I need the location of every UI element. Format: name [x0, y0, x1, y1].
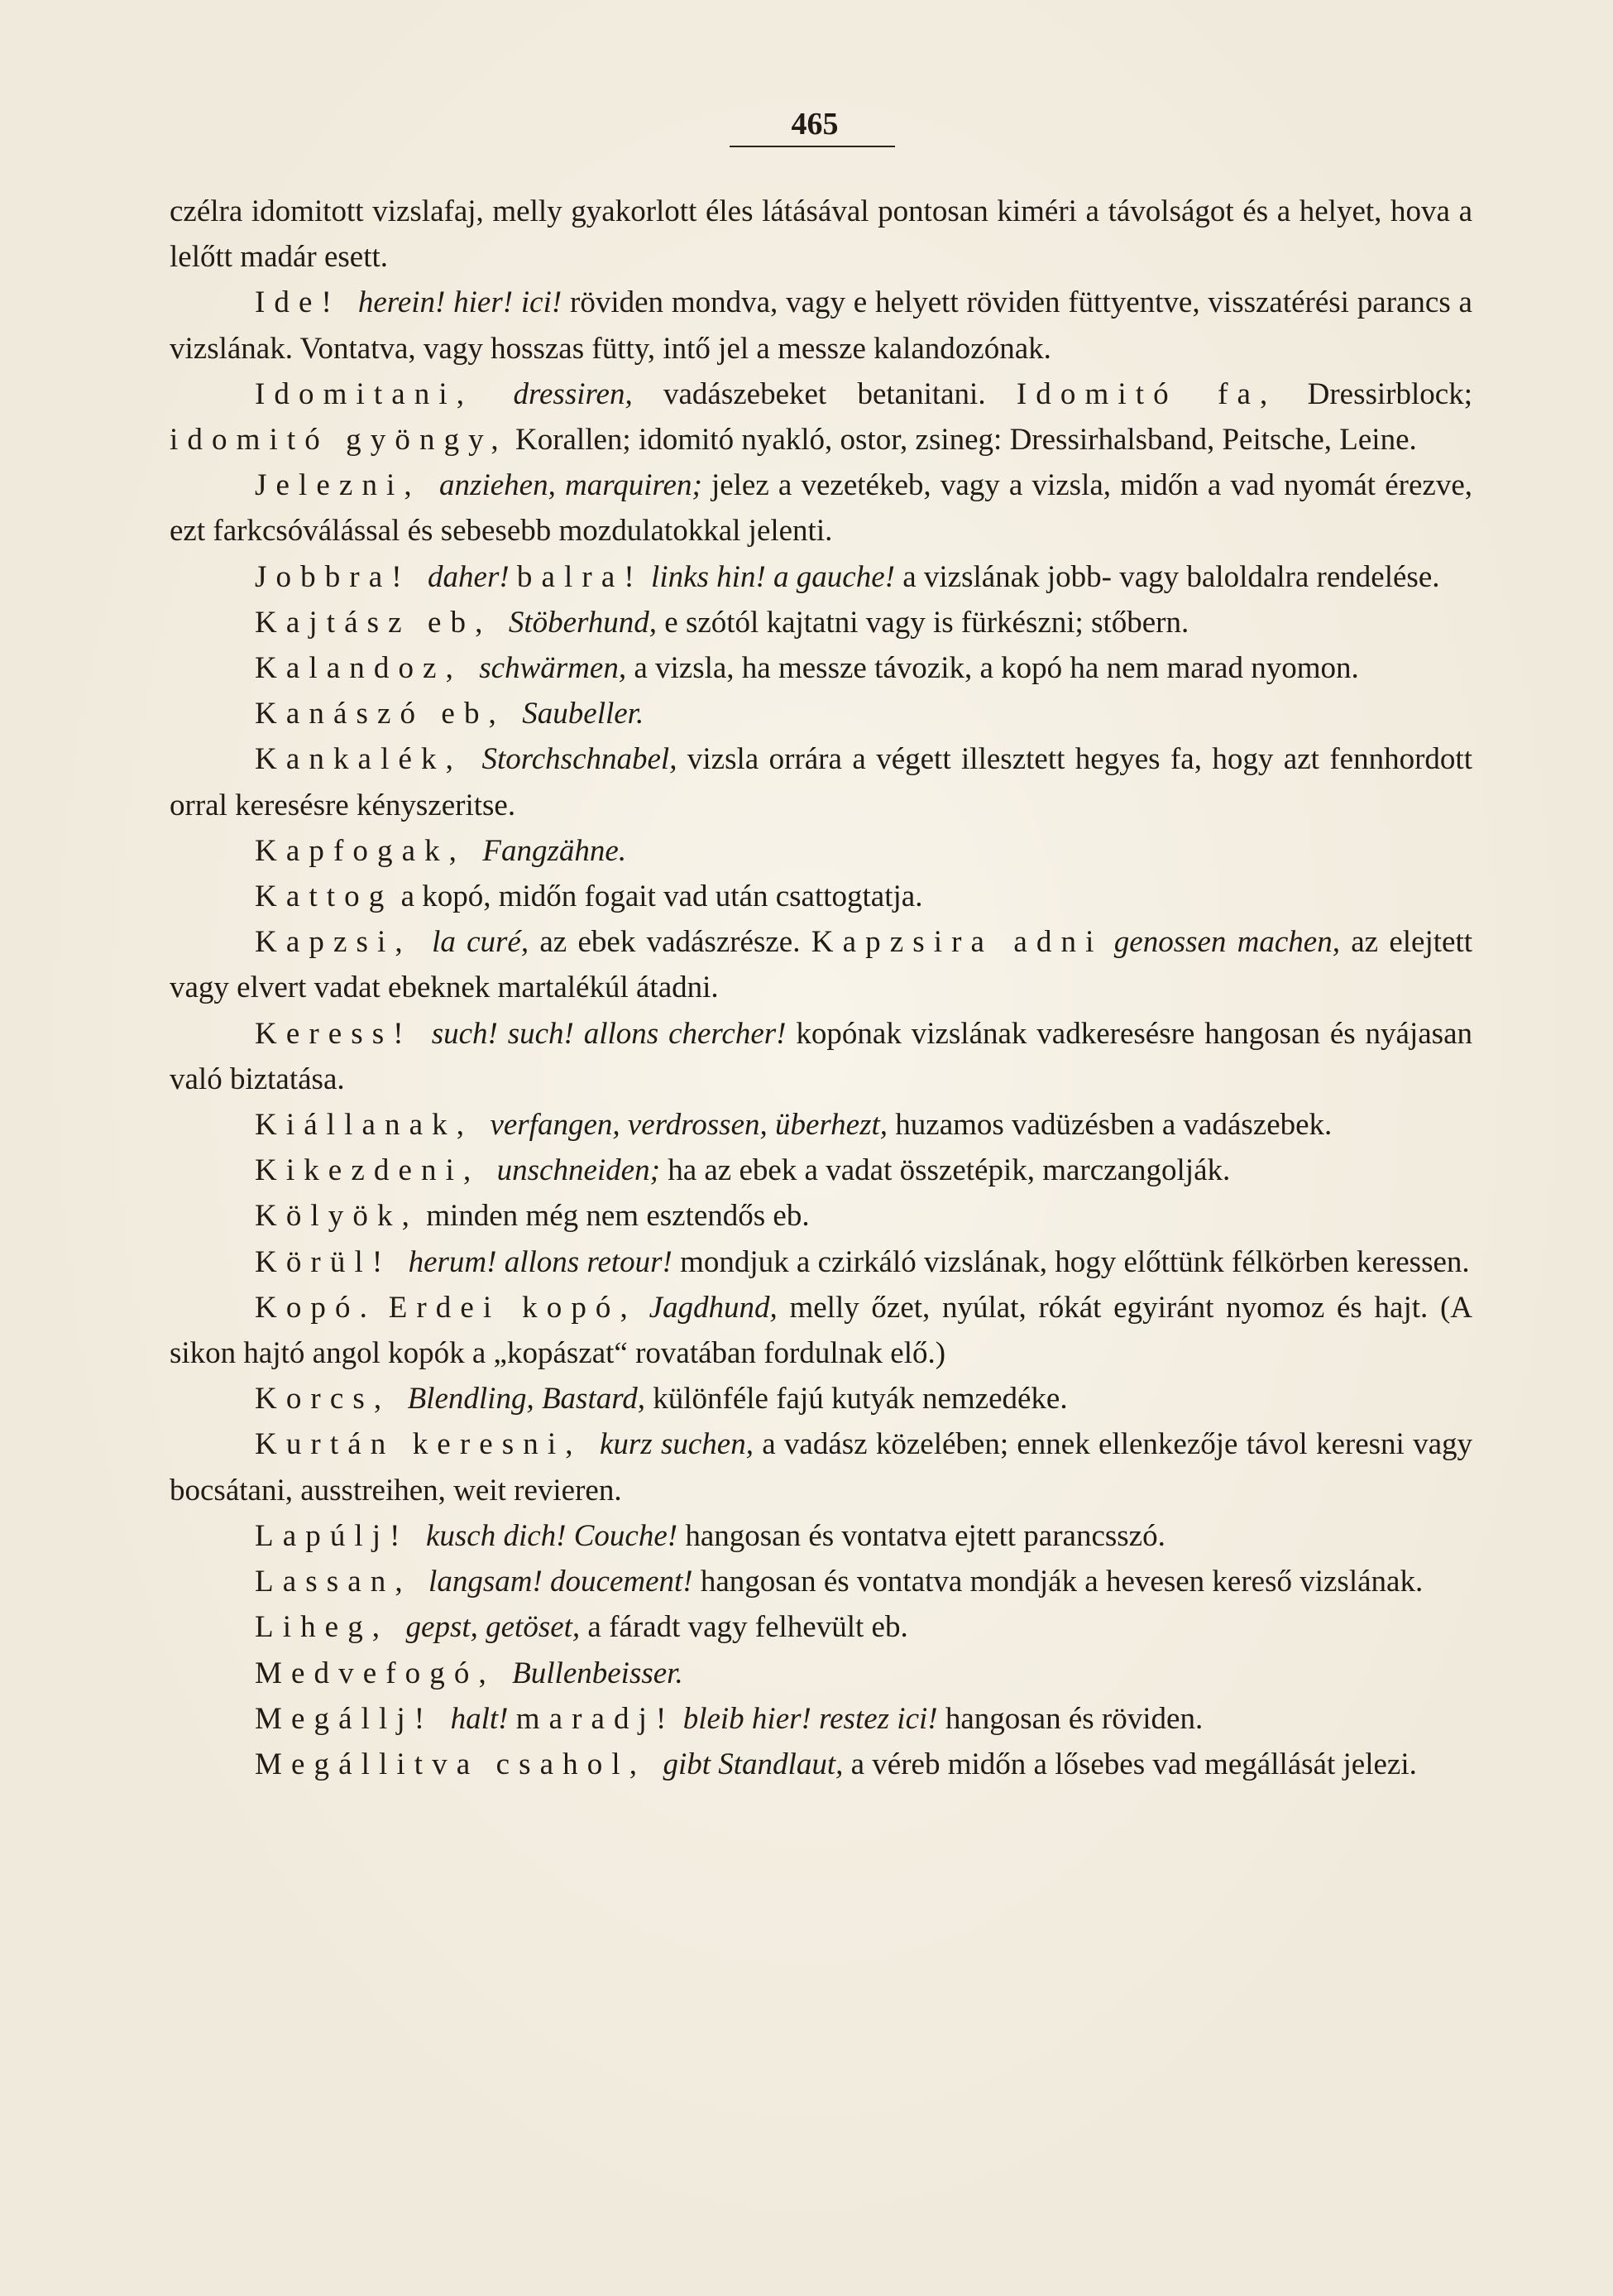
definition-text: ha az ebek a vadat összetépik, marczangolják. — [659, 1153, 1231, 1188]
header-rule — [730, 146, 895, 147]
definition-text: a kopó, midőn fogait vad után csattogtatja. — [393, 880, 923, 914]
glossary-entry — [170, 1513, 1472, 1559]
glossary-entry — [170, 1376, 1472, 1421]
glossary-entry — [170, 600, 1472, 645]
german-french-term: halt! — [450, 1701, 509, 1736]
definition-text: vadászebeket betanitani. — [632, 376, 1017, 411]
glossary-entry — [170, 1193, 1472, 1239]
headword: Kattog — [255, 880, 394, 914]
definition-text: minden még nem esztendős eb. — [418, 1199, 810, 1234]
definition-text — [1103, 925, 1114, 959]
german-french-term: schwärmen, — [479, 651, 627, 686]
definition-text: huzamos vadüzésben a vadászebek. — [888, 1108, 1333, 1143]
definition-text — [510, 560, 517, 594]
german-french-term: Fangzähne. — [482, 833, 627, 868]
german-french-term: Storchschnabel, — [481, 742, 677, 777]
definition-text: kopónak vizslának vadkeresésre hangosan és nyájasan való biztatása. — [170, 1016, 1472, 1096]
definition-text: Korallen; idomitó nyakló, ostor, zsineg: Dressirhalsband, Peitsche, Leine. — [507, 423, 1417, 458]
headword: Megállitva csahol, — [255, 1747, 663, 1781]
headword: Kankalék, — [255, 742, 482, 777]
headword: Korcs, — [255, 1382, 408, 1416]
headword: Kikezdeni, — [255, 1153, 497, 1188]
glossary-entry — [170, 691, 1472, 736]
german-french-term: dressiren, — [513, 376, 633, 411]
glossary-entry — [170, 828, 1472, 874]
headword: Kalandoz, — [255, 651, 480, 686]
german-french-term: Bullenbeisser. — [512, 1656, 683, 1690]
headword: Erdei kopó, — [388, 1290, 637, 1325]
definition-text: melly őzet, nyúlat, rókát egyiránt nyomoz és hajt. (A sikon hajtó angol kopók a „kopászat“ rovatában fordulnak elő.) — [170, 1290, 1472, 1371]
definition-text: a fáradt vagy felhevült eb. — [580, 1610, 908, 1645]
headword: Lassan, — [255, 1565, 429, 1599]
glossary-entry — [170, 1102, 1472, 1148]
german-french-term: langsam! doucement! — [428, 1565, 693, 1599]
german-french-term: gepst, getöset, — [405, 1610, 581, 1645]
definition-text: hangosan és vontatva mondják a hevesen kereső vizslának. — [692, 1565, 1424, 1599]
definition-text — [675, 1702, 682, 1736]
german-french-term: herum! allons retour! — [408, 1244, 672, 1279]
headword: Kurtán keresni, — [255, 1427, 600, 1462]
headword: Körül! — [255, 1244, 409, 1279]
german-french-term: anziehen, marquiren; — [439, 468, 702, 503]
headword: Kapfogak, — [255, 833, 483, 868]
headword: Kanászó eb, — [255, 697, 523, 731]
headword: Kölyök, — [255, 1199, 419, 1234]
german-french-term: kusch dich! Couche! — [425, 1518, 678, 1553]
definition-text: a vizslának jobb- vagy baloldalra rendelése. — [894, 559, 1440, 594]
glossary-entry — [170, 463, 1472, 554]
glossary-entry — [170, 874, 1472, 919]
glossary-entry — [170, 554, 1472, 600]
definition-text — [644, 560, 651, 594]
headword: Liheg, — [255, 1610, 406, 1645]
headword: Kopó. — [255, 1290, 376, 1325]
headword: balra! — [516, 559, 644, 594]
headword: Lapúlj! — [255, 1518, 426, 1553]
headword: Kapzsira adni — [811, 925, 1103, 960]
headword: Medvefogó, — [255, 1656, 513, 1690]
german-french-term: unschneiden; — [496, 1153, 660, 1188]
glossary-entry — [170, 645, 1472, 691]
glossary-entry — [170, 919, 1472, 1010]
definition-text: mondjuk a czirkáló vizslának, hogy előttünk félkörben keressen. — [672, 1244, 1470, 1279]
glossary-entry — [170, 1604, 1472, 1650]
definition-text: e szótól kajtatni vagy is fürkészni; stőbern. — [657, 605, 1189, 640]
lead-paragraph: czélra idomitott vizslafaj, melly gyakorlott éles látásával pontosan kiméri a távolságot és a helyet, hova a lelőtt madár esett. — [170, 194, 1472, 275]
german-french-term: such! such! allons chercher! — [431, 1016, 787, 1051]
glossary-entry — [170, 371, 1472, 463]
glossary-entry — [170, 1559, 1472, 1604]
headword: Idomitó fa, — [1016, 376, 1277, 411]
glossary-entry — [170, 1651, 1472, 1696]
definition-text: a véreb midőn a lősebes vad megállását jelezi. — [843, 1747, 1417, 1781]
glossary-entry — [170, 1148, 1472, 1193]
german-french-term: verfangen, verdrossen, überhezt, — [490, 1108, 888, 1143]
headword: Keress! — [255, 1016, 432, 1051]
definition-text — [637, 1291, 649, 1325]
headword: maradj! — [515, 1701, 676, 1736]
definition-text: vizsla orrára a végett illesztett hegyes fa, hogy azt fennhordott orral keresésre kényszeritse. — [170, 742, 1472, 822]
glossary-entry — [170, 1696, 1472, 1742]
glossary-entry — [170, 280, 1472, 371]
german-french-term: la curé, — [432, 925, 529, 960]
glossary-entry — [170, 1239, 1472, 1285]
glossary-entry — [170, 1742, 1472, 1787]
german-french-term: daher! — [428, 559, 510, 594]
german-french-term: Saubeller. — [522, 697, 644, 731]
headword: Kiállanak, — [255, 1108, 491, 1143]
german-french-term: Stöberhund, — [508, 605, 658, 640]
glossary-entry — [170, 1285, 1472, 1376]
definition-text: Dressirblock; — [1276, 376, 1472, 411]
german-french-term: gibt Standlaut, — [663, 1747, 844, 1781]
headword: Idomitani, — [255, 376, 514, 411]
page-number: 465 — [791, 107, 839, 141]
headword: Kapzsi, — [255, 925, 433, 960]
german-french-term: genossen machen, — [1113, 925, 1340, 960]
german-french-term: Blendling, Bastard, — [407, 1382, 645, 1416]
definition-text: az ebek vadászrésze. — [529, 925, 811, 960]
headword: Ide! — [255, 285, 358, 320]
headword: idomitó gyöngy, — [170, 423, 508, 458]
definition-text — [376, 1291, 389, 1325]
headword: Kajtász eb, — [255, 605, 509, 640]
glossary-entry — [170, 736, 1472, 827]
definition-text: az elejtett vagy elvert vadat ebeknek martalékúl átadni. — [170, 925, 1473, 1005]
definition-text: a vadász közelében; ennek ellenkezője távol keresni vagy bocsátani, ausstreihen, weit revieren. — [170, 1427, 1472, 1507]
definition-text: hangosan és röviden. — [937, 1701, 1204, 1736]
definition-text — [508, 1702, 515, 1736]
german-french-term: links hin! a gauche! — [651, 559, 895, 594]
german-french-term: bleib hier! restez ici! — [682, 1701, 938, 1736]
definition-text: hangosan és vontatva ejtett parancsszó. — [677, 1518, 1165, 1553]
definition-text: röviden mondva, vagy e helyett röviden füttyentve, visszatérési parancs a vizslának. Vontatva, vagy hosszas fütty, intő jel a messze kalandozónak. — [170, 285, 1472, 366]
headword: Megállj! — [255, 1701, 451, 1736]
definition-text: jelez a vezetékeb, vagy a vizsla, midőn a vad nyomát érezve, ezt farkcsóválással és sebesebb mozdulatokkal jelenti. — [170, 468, 1472, 549]
german-french-term: kurz suchen, — [599, 1427, 754, 1462]
main-text — [170, 189, 1472, 1787]
definition-text: a vizsla, ha messze távozik, a kopó ha nem marad nyomon. — [626, 651, 1359, 686]
glossary-entry — [170, 1011, 1472, 1102]
headword: Jobbra! — [255, 559, 428, 594]
german-french-term: Jagdhund, — [649, 1290, 778, 1325]
definition-text: különféle fajú kutyák nemzedéke. — [645, 1382, 1068, 1416]
headword: Jelezni, — [255, 468, 440, 503]
glossary-entry — [170, 1421, 1472, 1512]
german-french-term: herein! hier! ici! — [357, 285, 562, 320]
